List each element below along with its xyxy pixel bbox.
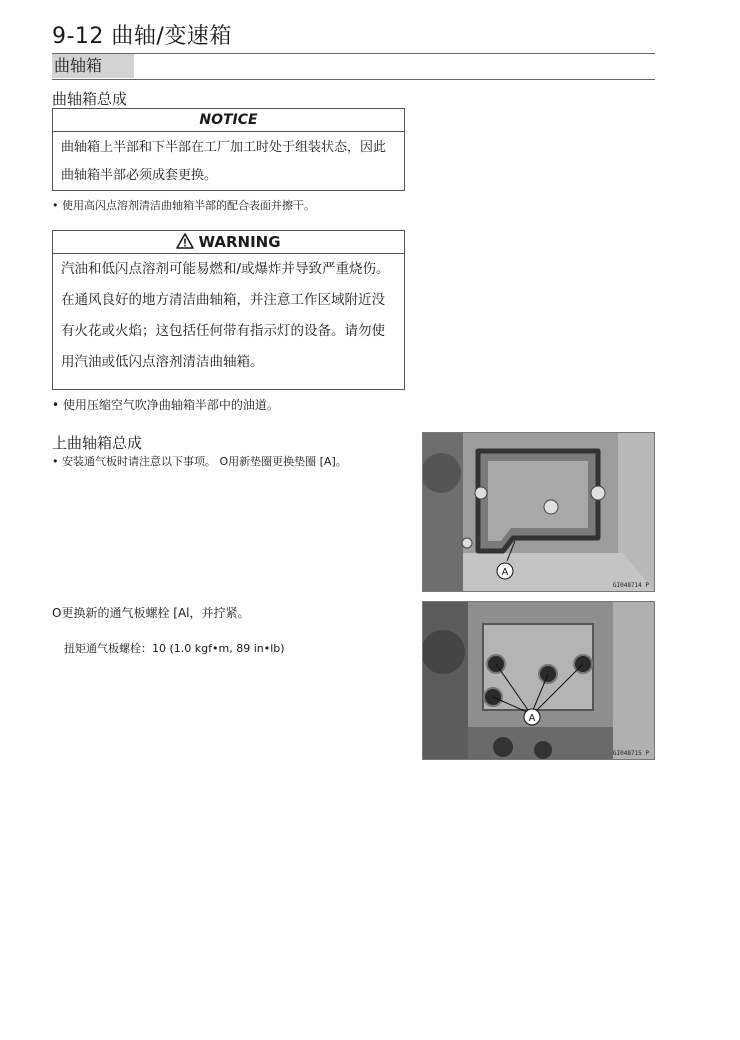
bullet-breather: • 安装通气板时请注意以下事项。 O用新垫圈更换垫圈 [A]。 [52,455,347,468]
notice-box [52,108,405,191]
breather-bolt-photo [422,601,655,760]
crankcase-assembly-title: 曲轴箱总成 [52,90,128,108]
upper-crankcase-title: 上曲轴箱总成 [52,434,143,452]
bullet-air: • 使用压缩空气吹净曲轴箱半部中的油道。 [52,398,279,412]
warning-text: 汽油和低闪点溶剂可能易燃和/或爆炸并导致严重烧伤。在通风良好的地方清洁曲轴箱，并注意工作区域附近没有火花或火焰；这包括任何带有指示灯的设备。请勿使用汽油或低闪点溶剂清洁曲轴箱。 [61,261,390,370]
section-title: 曲轴箱 [54,56,103,75]
bolt-instruction: O更换新的通气板螺栓 [Al，并拧紧。 [52,606,250,620]
notice-label: NOTICE [53,109,404,132]
breather-gasket-illustration [423,433,654,591]
figure1-callout: A [501,567,509,578]
figure2-callout: A [528,713,536,724]
warning-header [53,231,404,254]
torque-spec: 扭矩通气板螺栓：10 (1.0 kgf•m, 89 in•lb) [64,642,285,655]
warning-box [52,230,405,390]
warning-label: WARNING [198,233,281,251]
breather-bolt-illustration [423,602,654,759]
breather-gasket-photo [422,432,655,592]
figure1-code: GI048714 P [612,582,649,589]
header-rule [52,53,655,54]
section-rule [52,79,655,80]
notice-text: 曲轴箱上半部和下半部在工厂加工时处于组装状态，因此曲轴箱半部必须成套更换。 [61,140,387,183]
figure2-code: GI048715 P [612,750,649,757]
warning-triangle-icon [176,233,194,249]
bullet-clean: • 使用高闪点溶剂清洁曲轴箱半部的配合表面并擦干。 [52,199,315,212]
page-title: 9-12 曲轴/变速箱 [52,24,232,49]
